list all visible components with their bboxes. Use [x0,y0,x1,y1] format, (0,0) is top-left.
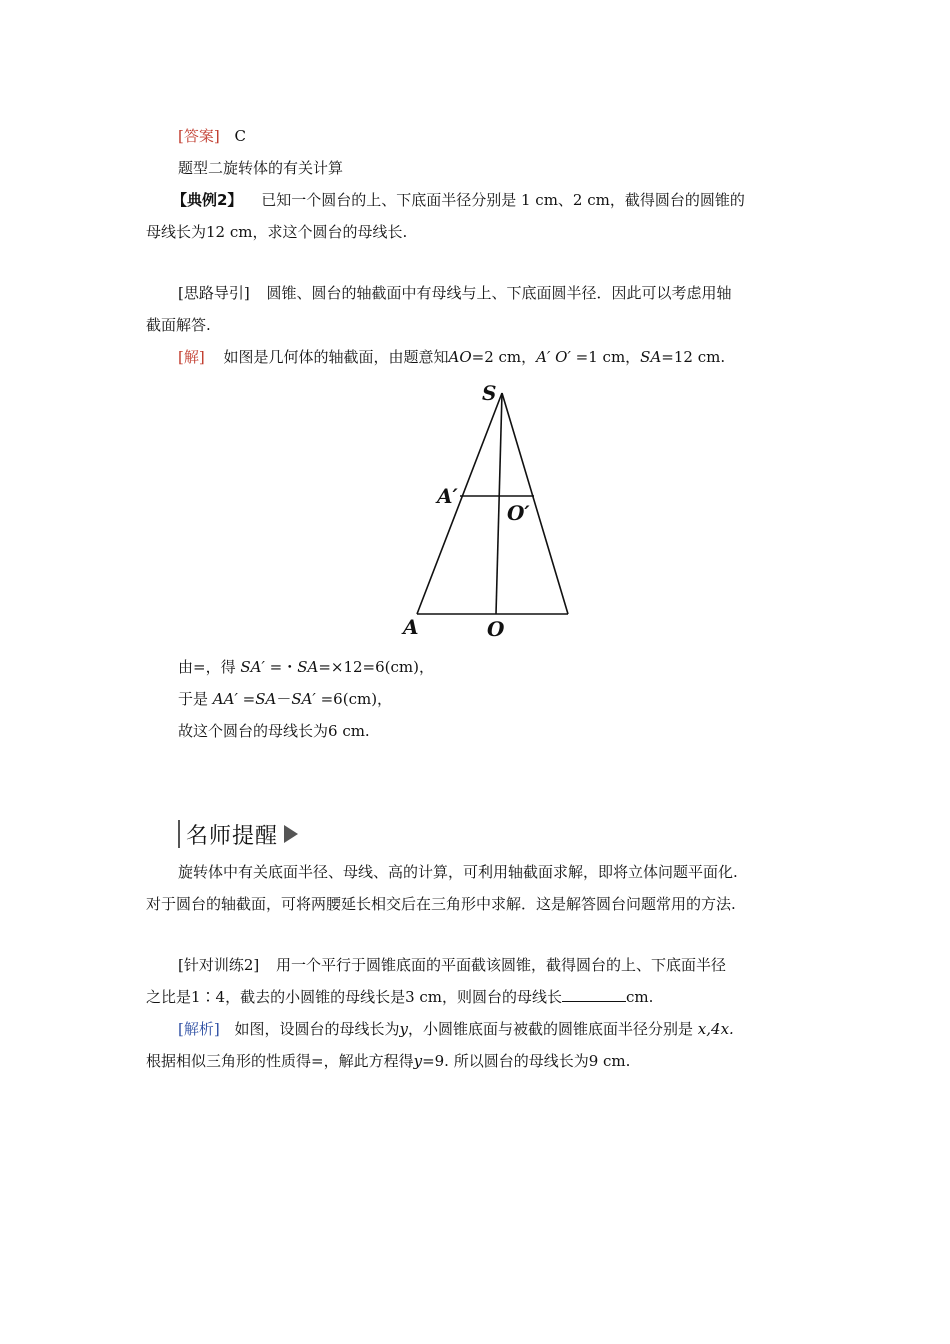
analysis-4x: 4x. [711,1020,734,1038]
side-left [417,393,502,614]
answer-blank [562,987,626,1002]
example-text-2: 母线长为12 cm，求这个圆台的母线长. [146,223,408,241]
training-text-2b: cm. [626,988,654,1006]
axis-line [496,393,502,614]
step-1 [178,657,434,677]
analysis-y2: y [413,1052,423,1070]
solution-text-c: =1 cm， [570,348,641,366]
tip-heading-text: 名师提醒 [186,823,279,849]
analysis-text-2a: 根据相似三角形的性质得=，解此方程得 [146,1052,414,1070]
analysis-line-1 [178,1019,734,1039]
analysis-tag: [解析] [178,1020,220,1038]
step-3: 故这个圆台的母线长为6 cm. [178,722,370,740]
solution-tag: [解] [178,348,205,366]
step-1-var1: SA′ [240,658,265,676]
step-2-var2: SA [255,690,277,708]
label-o-prime: O′ [507,501,530,525]
analysis-line-2 [146,1051,630,1071]
axial-section-figure [395,378,585,640]
analysis-y: y [399,1020,408,1038]
analysis-text-1b: ，小圆锥底面与被截的圆锥底面半径分别是 [408,1020,694,1038]
label-s: S [482,381,497,405]
step-2-d: =6(cm)， [315,690,393,708]
step-2-a: 于是 [178,690,213,708]
answer-value: C [234,127,246,145]
training-line-2 [146,987,653,1007]
solution-ao: AO [448,348,472,366]
answer-line [178,126,246,146]
step-2-c: － [276,690,292,708]
tip-heading [178,818,298,850]
analysis-text-1a: 如图，设圆台的母线长为 [234,1020,400,1038]
label-a-prime: A′ [437,484,458,508]
step-2 [178,689,392,709]
training-tag: [针对训练2] [178,956,260,974]
analysis-text-2b: =9. 所以圆台的母线长为9 cm. [422,1052,631,1070]
section-title: 题型二旋转体的有关计算 [178,159,344,177]
training-text-1: 用一个平行于圆锥底面的平面截该圆锥，截得圆台的上、下底面半径 [276,956,727,974]
example-tag: 【典例2】 [172,191,243,209]
answer-tag: [答案] [178,127,220,145]
example-text-1: 已知一个圆台的上、下底面半径分别是 1 cm、2 cm，截得圆台的圆锥的 [261,191,745,209]
training-text-2a: 之比是1∶4，截去的小圆锥的母线长是3 cm，则圆台的母线长 [146,988,563,1006]
tip-text-2: 对于圆台的轴截面，可将两腰延长相交后在三角形中求解．这是解答圆台问题常用的方法. [146,895,736,913]
step-2-var3: SA′ [291,690,316,708]
solution-line [178,347,725,367]
solution-ao2: A′ O′ [536,348,571,366]
play-arrow-icon [284,825,298,843]
guide-text-2: 截面解答. [146,316,211,334]
guide-tag: [思路导引] [178,284,250,302]
solution-text-b: =2 cm， [471,348,537,366]
solution-sa: SA [640,348,662,366]
tip-text-1: 旋转体中有关底面半径、母线、高的计算，可利用轴截面求解，即将立体问题平面化. [178,863,738,881]
training-line-1 [178,955,726,975]
guide-line-1 [178,283,732,303]
solution-text-d: =12 cm. [661,348,726,366]
step-1-c: =×12=6(cm)， [318,658,434,676]
example-line-1 [172,190,745,210]
step-1-a: 由=，得 [178,658,241,676]
label-a: A [403,615,419,639]
solution-text-a: 如图是几何体的轴截面，由题意知 [223,348,449,366]
tip-bar [178,820,180,848]
label-o: O [487,617,505,640]
step-2-b: = [237,690,256,708]
step-1-b: =・ [264,658,298,676]
step-2-var1: AA′ [212,690,238,708]
analysis-x: x, [697,1020,712,1038]
guide-text-1: 圆锥、圆台的轴截面中有母线与上、下底面圆半径．因此可以考虑用轴 [266,284,732,302]
step-1-var2: SA [297,658,319,676]
